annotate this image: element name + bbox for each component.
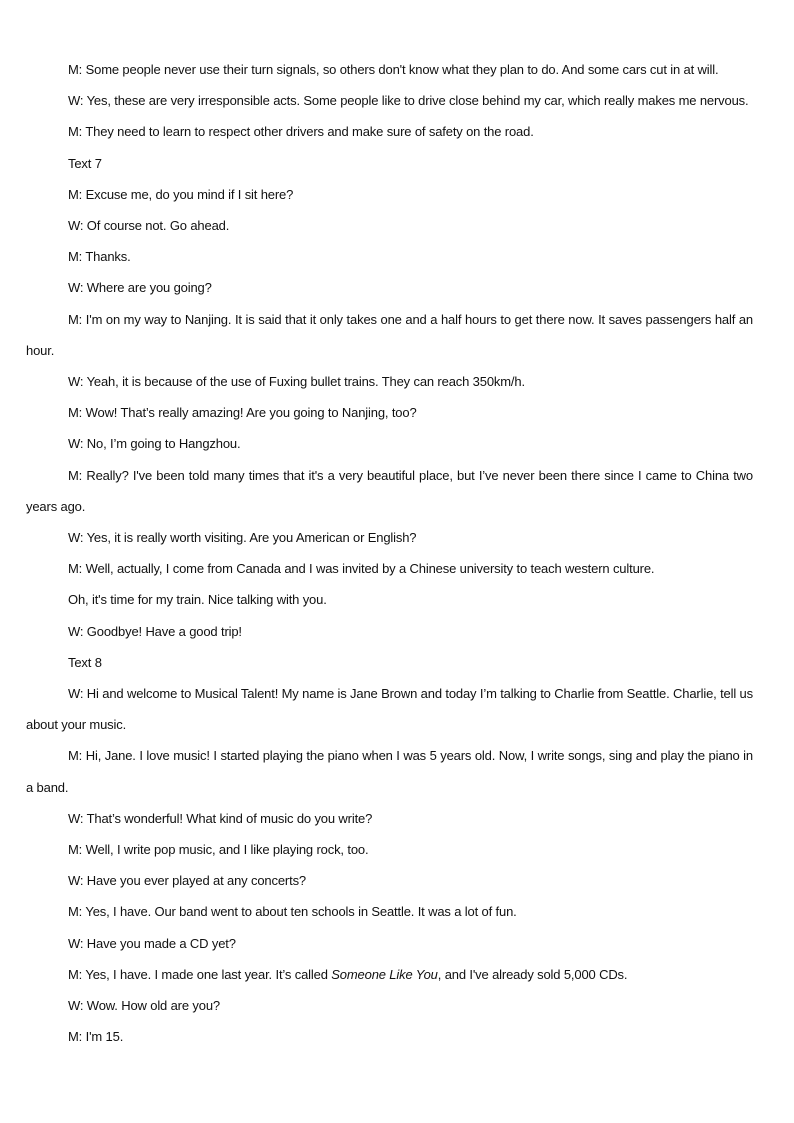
- dialogue-line: M: Well, I write pop music, and I like playing rock, too.: [68, 842, 369, 858]
- dialogue-line: W: Goodbye! Have a good trip!: [68, 623, 242, 639]
- dialogue-line: W: Hi and welcome to Musical Talent! My name is Jane Brown and today I’m talking to Charlie from Seattle. Charlie, tell us about your music.: [26, 686, 753, 733]
- section-heading-text-7: Text 7: [68, 155, 102, 171]
- dialogue-line: W: Have you ever played at any concerts?: [68, 873, 306, 889]
- dialogue-line: M: Wow! That’s really amazing! Are you going to Nanjing, too?: [68, 405, 417, 421]
- dialogue-line: W: Yes, these are very irresponsible acts. Some people like to drive close behind my car, which really makes me nervous.: [68, 93, 749, 109]
- dialogue-line: M: I'm 15.: [68, 1029, 124, 1045]
- dialogue-line: W: Wow. How old are you?: [68, 998, 220, 1014]
- dialogue-line: W: Yeah, it is because of the use of Fuxing bullet trains. They can reach 350km/h.: [68, 374, 525, 390]
- line-text: , and I've already sold 5,000 CDs.: [437, 966, 628, 982]
- transcript-body: [26, 54, 753, 1053]
- dialogue-line: W: Of course not. Go ahead.: [68, 218, 230, 234]
- dialogue-line: W: No, I’m going to Hangzhou.: [68, 436, 241, 452]
- dialogue-line: M: Excuse me, do you mind if I sit here?: [68, 186, 294, 202]
- dialogue-line: M: I'm on my way to Nanjing. It is said that it only takes one and a half hours to get there now. It saves passengers half an hour.: [26, 311, 753, 358]
- dialogue-line: M: Thanks.: [68, 249, 131, 265]
- dialogue-line: M: Well, actually, I come from Canada and I was invited by a Chinese university to teach western culture.: [68, 561, 655, 577]
- dialogue-line: W: That’s wonderful! What kind of music do you write?: [68, 810, 373, 826]
- line-text: M: Yes, I have. I made one last year. It’s called: [68, 966, 332, 982]
- dialogue-line: M: They need to learn to respect other drivers and make sure of safety on the road.: [68, 124, 534, 140]
- dialogue-line: M: Hi, Jane. I love music! I started playing the piano when I was 5 years old. Now, I write songs, sing and play the piano in a band.: [26, 748, 753, 795]
- cd-title: Someone Like You: [331, 966, 438, 982]
- dialogue-line: [26, 959, 753, 990]
- dialogue-line: Oh, it's time for my train. Nice talking with you.: [68, 592, 327, 608]
- section-heading-text-8: Text 8: [68, 654, 102, 670]
- dialogue-line: M: Really? I've been told many times that it's a very beautiful place, but I’ve never been there since I came to China two years ago.: [26, 467, 753, 514]
- dialogue-line: M: Some people never use their turn signals, so others don't know what they plan to do. And some cars cut in at will.: [68, 62, 719, 77]
- dialogue-line: W: Yes, it is really worth visiting. Are you American or English?: [68, 530, 417, 546]
- dialogue-line: W: Where are you going?: [68, 280, 212, 296]
- dialogue-line: M: Yes, I have. Our band went to about ten schools in Seattle. It was a lot of fun.: [68, 904, 517, 920]
- dialogue-line: W: Have you made a CD yet?: [68, 935, 236, 951]
